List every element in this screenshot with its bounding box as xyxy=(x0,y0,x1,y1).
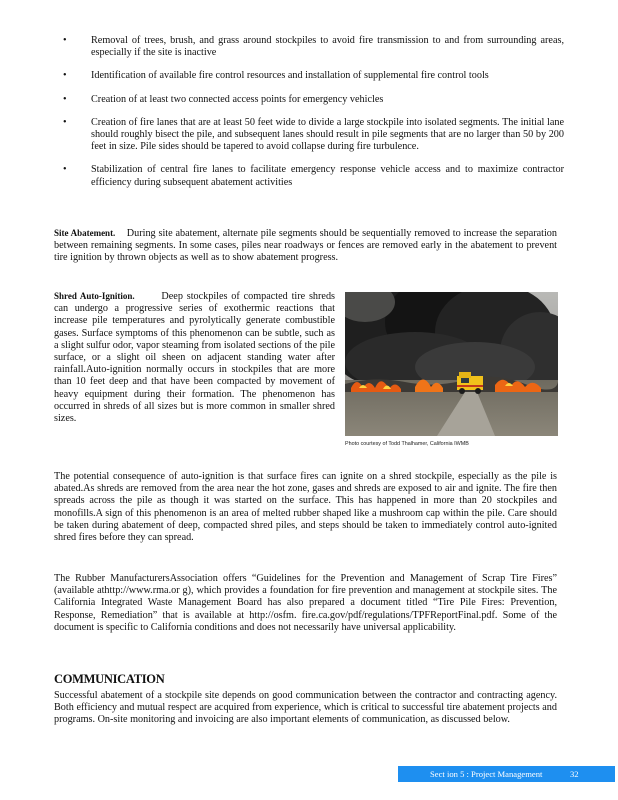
bullet-marker: • xyxy=(63,70,67,82)
bullet-marker: • xyxy=(63,93,67,105)
bullet-item xyxy=(54,117,564,154)
site-abatement-paragraph xyxy=(54,227,557,265)
rma-guidelines-paragraph: The Rubber ManufacturersAssociation offers “Guidelines for the Prevention and Management of Scrap Tire Fires” (available athttp://www.rma.or g), which provides a foundation for fire prevention and management at stockpile sites. The California Integrated Waste Management Board has also prepared a document titled “Tire Pile Fires: Prevention, Response, Remediation” that is available at http://osfm. fire.ca.gov/pdf/regulations/TPFReportFinal.pdf. Some of the document is specific to California conditions and does not necessarily have universal applicability. xyxy=(54,573,557,633)
bullet-text: Stabilization of central fire lanes to facilitate emergency response vehicle access and to maximize contractor efficiency during subsequent abatement activities xyxy=(91,164,564,188)
communication-paragraph: Successful abatement of a stockpile site depends on good communication between the contractor and contracting agency. Both efficiency and mutual respect are acquired from experience, which is critical to successful tire abatement projects and programs. On-site monitoring and invoicing are also important elements of communication, as discussed below. xyxy=(54,690,557,726)
bullet-item xyxy=(54,35,564,59)
photo-credit: Photo courtesy of Todd Thalhamer, California IWMB xyxy=(345,441,469,447)
bullet-marker: • xyxy=(63,116,67,128)
tire-fire-illustration xyxy=(345,292,558,436)
bullet-item xyxy=(54,94,564,106)
footer-section-bar xyxy=(398,766,615,782)
bullet-text: Identification of available fire control resources and installation of supplemental fire control tools xyxy=(91,70,489,82)
site-abatement-text: During site abatement, alternate pile segments should be sequentially removed to increase the separation between remaining segments. In some cases, piles near roadways or fences are removed early in the abatement to prevent tire ignition by thrown objects as well as to show abatement progress. xyxy=(54,228,557,264)
footer-page-number: 32 xyxy=(570,769,579,779)
bullet-marker: • xyxy=(63,35,67,46)
communication-heading: COMMUNICATION xyxy=(54,672,165,686)
shred-auto-ignition-text: Deep stockpiles of compacted tire shreds can undergo a progressive series of exothermic reactions that increase pile temperatures and pyrolytically generate combustible gases. Surface symptoms of this phenomenon can be subtle, such as a slight sulfur odor, vapor steaming from isolated sections of the pile surface, or a slight oil sheen on adjacent standing water after rainfall.Auto-ignition normally occurs in stockpiles that are more than 10 feet deep and that have been compacted by movement of heavy equipment during their formation. The phenomenon has occurred in shreds of all sizes but is more common in smaller shred sizes. xyxy=(54,291,335,425)
bullet-text: Removal of trees, brush, and grass around stockpiles to avoid fire transmission to and from surrounding areas, especially if the site is inactive xyxy=(91,35,564,59)
site-abatement-heading: Site Abatement. xyxy=(54,228,116,238)
bullet-text: Creation of at least two connected access points for emergency vehicles xyxy=(91,93,384,105)
tire-fire-photo xyxy=(345,292,558,436)
fire-prevention-bullet-list xyxy=(54,35,564,200)
shred-auto-ignition-paragraph xyxy=(54,290,335,425)
bullet-item xyxy=(54,164,564,188)
bullet-text: Creation of fire lanes that are at least 50 feet wide to divide a large stockpile into isolated segments. The initial lane should roughly bisect the pile, and subsequent lanes should result in pile segments that are no larger than 50 by 200 feet in size. Pile sides should be tapered to avoid collapse during fire turbulence. xyxy=(91,116,564,153)
consequence-paragraph: The potential consequence of auto-ignition is that surface fires can ignite on a shred stockpile, especially as the pile is abated.As shreds are removed from the area near the hot zone, gases and shreds are exposed to air and ignite. The fire then spreads across the pile as though it was started on the surface. This has happened in more than 20 stockpiles and monofills.A sign of this phenomenon is an area of melted rubber shaped like a mushroom cap within the pile. Care should be taken during abatement of deep, compacted shred piles, and steps should be taken to immediately control auto-ignited shred fires before they can spread. xyxy=(54,471,557,544)
bullet-item xyxy=(54,70,564,82)
shred-auto-ignition-heading: Shred Auto-Ignition. xyxy=(54,291,135,301)
bullet-marker: • xyxy=(63,164,67,176)
footer-section-label: Sect ion 5 : Project Management xyxy=(430,769,543,779)
